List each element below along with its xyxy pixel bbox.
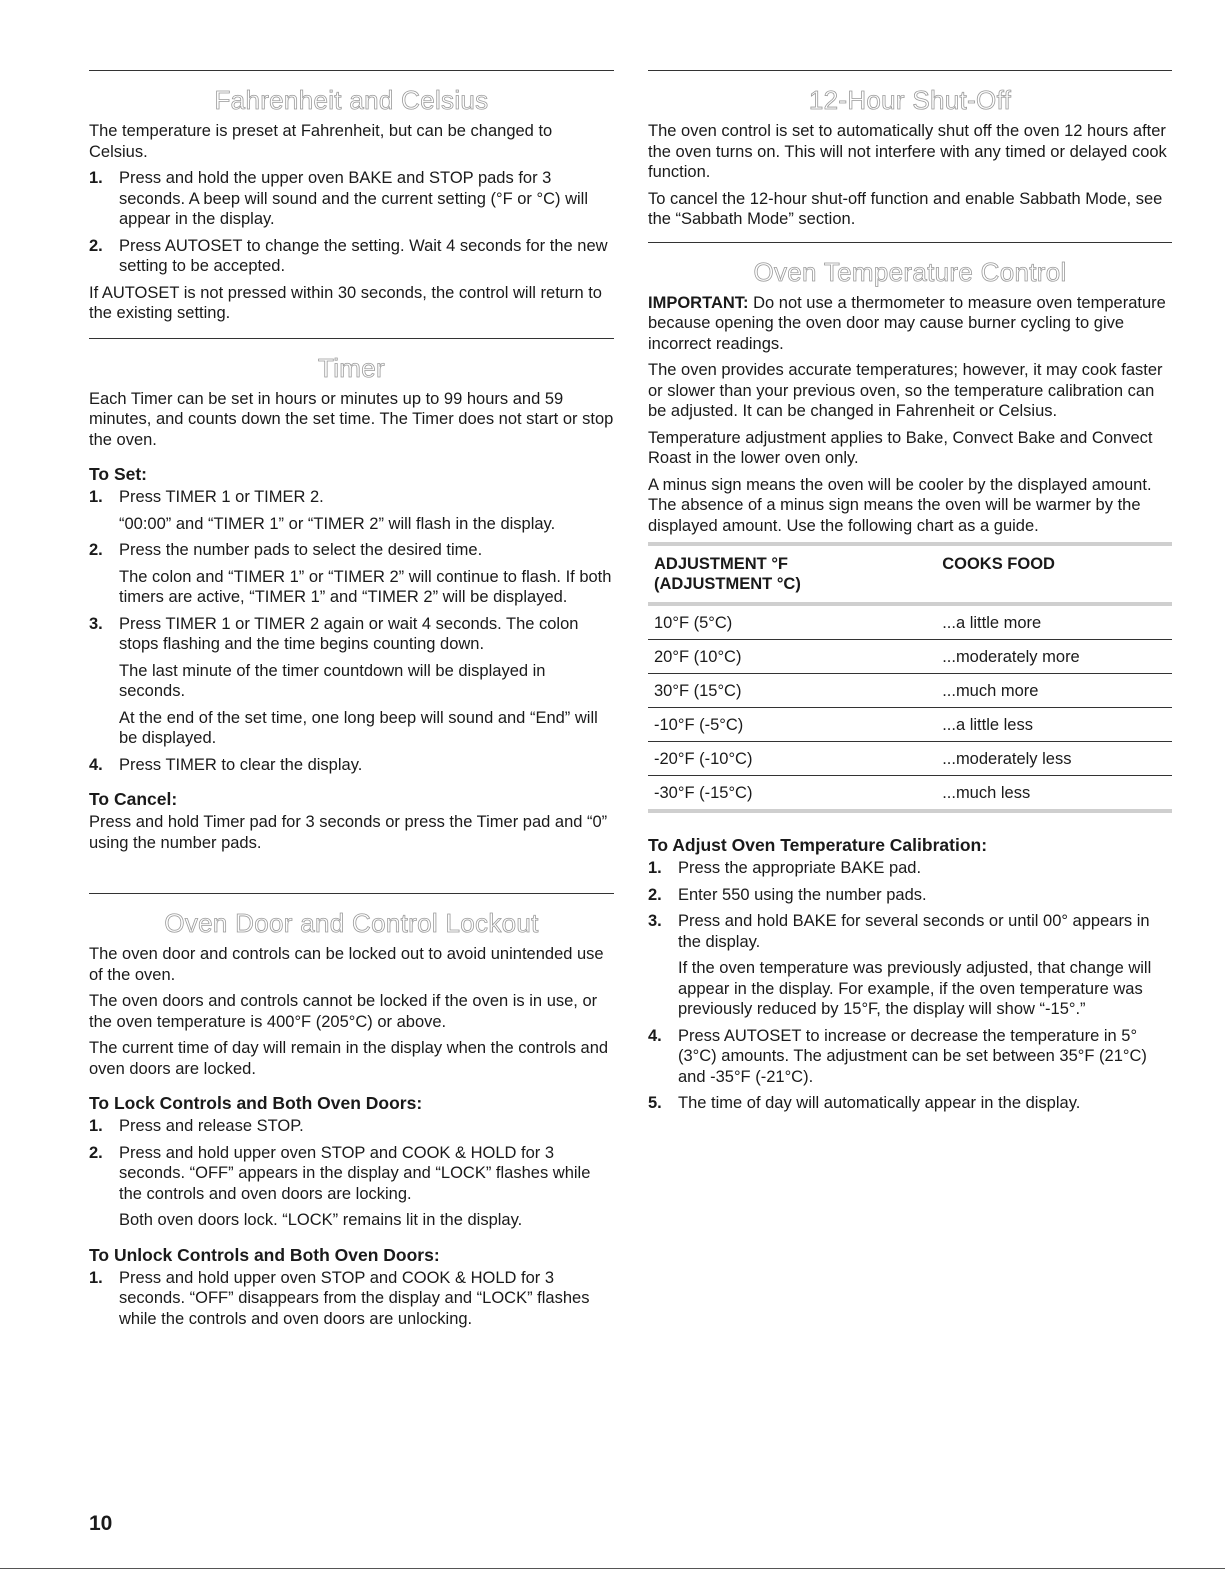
shutoff-section bbox=[648, 85, 1172, 230]
left-column bbox=[89, 70, 614, 1335]
table-header-row bbox=[648, 544, 1172, 604]
table-row bbox=[648, 742, 1172, 776]
step-detail: Both oven doors lock. “LOCK” remains lit in the display. bbox=[119, 1211, 523, 1229]
step-text: Press TIMER to clear the display. bbox=[119, 755, 363, 774]
list-item bbox=[648, 885, 1172, 906]
section-title: Fahrenheit and Celsius bbox=[214, 85, 489, 115]
table-cell: -10°F (-5°C) bbox=[648, 708, 936, 742]
step-number: 1. bbox=[648, 859, 662, 877]
paragraph: Temperature adjustment applies to Bake, Convect Bake and Convect Roast in the lower oven only. bbox=[648, 428, 1153, 467]
list-item bbox=[89, 236, 614, 277]
list-item bbox=[89, 487, 614, 534]
section-title: Oven Door and Control Lockout bbox=[164, 908, 539, 938]
paragraph: The temperature is preset at Fahrenheit, but can be changed to Celsius. bbox=[89, 122, 553, 161]
table-cell: -20°F (-10°C) bbox=[648, 742, 936, 776]
table-cell: ...a little less bbox=[936, 708, 1172, 742]
table-cell: 30°F (15°C) bbox=[648, 674, 936, 708]
paragraph: To cancel the 12-hour shut-off function and enable Sabbath Mode, see the “Sabbath Mode” section. bbox=[648, 189, 1163, 228]
important-text: Do not use a thermometer to measure oven temperature because opening the oven door may cause burner cycling to give incorrect readings. bbox=[648, 293, 1166, 353]
subheading: To Adjust Oven Temperature Calibration: bbox=[648, 835, 988, 855]
section-divider bbox=[648, 242, 1172, 243]
list-item bbox=[89, 1143, 614, 1231]
step-text: The time of day will automatically appear in the display. bbox=[678, 1094, 1081, 1112]
page-number: 10 bbox=[89, 1512, 113, 1535]
column-header-cooks-food: COOKS FOOD bbox=[936, 544, 1172, 604]
step-detail: The last minute of the timer countdown will be displayed in seconds. bbox=[119, 661, 546, 700]
step-number: 3. bbox=[648, 912, 662, 930]
list-item bbox=[89, 1268, 614, 1330]
step-text: Enter 550 using the number pads. bbox=[678, 885, 927, 904]
right-column bbox=[648, 70, 1172, 1120]
step-number: 3. bbox=[89, 614, 103, 633]
list-item bbox=[89, 540, 614, 608]
list-item bbox=[648, 911, 1172, 1020]
step-text: Press TIMER 1 or TIMER 2 again or wait 4 seconds. The colon stops flashing and the time begins counting down. bbox=[119, 614, 579, 653]
step-number: 2. bbox=[89, 541, 103, 559]
subheading: To Unlock Controls and Both Oven Doors: bbox=[89, 1244, 440, 1265]
step-number: 4. bbox=[89, 755, 103, 774]
subheading: To Cancel: bbox=[89, 789, 178, 809]
steps-list bbox=[89, 168, 614, 277]
section-title: 12-Hour Shut-Off bbox=[808, 85, 1012, 115]
section-title: Timer bbox=[318, 352, 385, 383]
list-item bbox=[89, 168, 614, 230]
step-number: 2. bbox=[89, 236, 103, 255]
step-detail: At the end of the set time, one long beep will sound and “End” will be displayed. bbox=[119, 708, 598, 747]
list-item bbox=[89, 614, 614, 749]
subheading: To Lock Controls and Both Oven Doors: bbox=[89, 1093, 423, 1113]
paragraph: The oven doors and controls cannot be locked if the oven is in use, or the oven temperature is 400°F (205°C) or above. bbox=[89, 992, 598, 1031]
column-header-adjustment: ADJUSTMENT °F (ADJUSTMENT °C) bbox=[648, 544, 936, 604]
table-row bbox=[648, 674, 1172, 708]
step-text: Press and release STOP. bbox=[119, 1117, 304, 1135]
step-text: Press the number pads to select the desired time. bbox=[119, 541, 483, 559]
step-number: 1. bbox=[89, 1117, 103, 1135]
table-row bbox=[648, 708, 1172, 742]
table-cell: ...much more bbox=[936, 674, 1172, 708]
section-divider bbox=[89, 70, 614, 71]
list-item bbox=[89, 755, 614, 776]
step-number: 2. bbox=[648, 885, 662, 904]
step-detail: The colon and “TIMER 1” or “TIMER 2” will continue to flash. If both timers are active, “TIMER 1” and “TIMER 2” will be displayed. bbox=[119, 567, 612, 606]
step-text: Press TIMER 1 or TIMER 2. bbox=[119, 488, 324, 506]
page-bottom-divider bbox=[0, 1568, 1225, 1569]
step-number: 5. bbox=[648, 1094, 662, 1112]
table-cell: 20°F (10°C) bbox=[648, 640, 936, 674]
steps-list bbox=[89, 487, 614, 775]
step-detail: If the oven temperature was previously adjusted, that change will appear in the display. For example, if the oven temperature was previously reduced by 15°F, the display will show “-15°.” bbox=[678, 959, 1152, 1018]
list-item bbox=[648, 1026, 1172, 1088]
list-item bbox=[648, 1093, 1172, 1114]
section-title: Oven Temperature Control bbox=[753, 256, 1067, 287]
table-cell: ...moderately less bbox=[936, 742, 1172, 776]
step-text: Press AUTOSET to increase or decrease the temperature in 5° (3°C) amounts. The adjustment can be set between 35°F (21°C) and -35°F (-21°C). bbox=[678, 1026, 1147, 1086]
paragraph bbox=[648, 293, 1172, 355]
table-row bbox=[648, 640, 1172, 674]
step-text: Press and hold upper oven STOP and COOK & HOLD for 3 seconds. “OFF” disappears from the display and “LOCK” flashes while the controls and oven doors are unlocking. bbox=[119, 1268, 590, 1328]
section-divider bbox=[648, 70, 1172, 71]
paragraph: The oven control is set to automatically shut off the oven 12 hours after the oven turns on. This will not interfere with any timed or delayed cook function. bbox=[648, 122, 1167, 181]
step-number: 1. bbox=[89, 169, 103, 187]
timer-section bbox=[89, 353, 614, 854]
temperature-control-section bbox=[648, 257, 1172, 1114]
paragraph: Press and hold Timer pad for 3 seconds or press the Timer pad and “0” using the number pads. bbox=[89, 813, 608, 852]
step-number: 1. bbox=[89, 488, 103, 506]
table-cell: ...moderately more bbox=[936, 640, 1172, 674]
step-detail: “00:00” and “TIMER 1” or “TIMER 2” will flash in the display. bbox=[119, 514, 556, 533]
step-text: Press the appropriate BAKE pad. bbox=[678, 859, 922, 877]
step-text: Press and hold BAKE for several seconds or until 00° appears in the display. bbox=[678, 912, 1150, 951]
table-cell: 10°F (5°C) bbox=[648, 604, 936, 640]
adjustment-table bbox=[648, 542, 1172, 813]
step-text: Press AUTOSET to change the setting. Wait 4 seconds for the new setting to be accepted. bbox=[119, 236, 608, 275]
paragraph: If AUTOSET is not pressed within 30 seconds, the control will return to the existing setting. bbox=[89, 283, 602, 322]
table-cell: ...much less bbox=[936, 776, 1172, 812]
important-label: IMPORTANT: bbox=[648, 293, 749, 312]
step-number: 4. bbox=[648, 1026, 662, 1045]
paragraph: Each Timer can be set in hours or minutes up to 99 hours and 59 minutes, and counts down the set time. The Timer does not start or stop the oven. bbox=[89, 389, 614, 449]
steps-list bbox=[89, 1116, 614, 1231]
table-cell: ...a little more bbox=[936, 604, 1172, 640]
table-cell: -30°F (-15°C) bbox=[648, 776, 936, 812]
step-number: 2. bbox=[89, 1143, 103, 1162]
table-row bbox=[648, 776, 1172, 812]
step-number: 1. bbox=[89, 1268, 103, 1287]
steps-list bbox=[89, 1268, 614, 1330]
paragraph: The current time of day will remain in the display when the controls and oven doors are locked. bbox=[89, 1039, 609, 1078]
list-item bbox=[89, 1116, 614, 1137]
section-divider bbox=[89, 893, 614, 894]
paragraph: The oven door and controls can be locked out to avoid unintended use of the oven. bbox=[89, 945, 604, 984]
steps-list bbox=[648, 858, 1172, 1114]
section-divider bbox=[89, 338, 614, 339]
step-text: Press and hold upper oven STOP and COOK & HOLD for 3 seconds. “OFF” appears in the display and “LOCK” flashes while the controls and oven doors are locking. bbox=[119, 1143, 591, 1203]
list-item bbox=[648, 858, 1172, 879]
step-text: Press and hold the upper oven BAKE and STOP pads for 3 seconds. A beep will sound and the current setting (°F or °C) will appear in the display. bbox=[119, 169, 589, 228]
paragraph: The oven provides accurate temperatures; however, it may cook faster or slower than your previous oven, so the temperature calibration can be adjusted. It can be changed in Fahrenheit or Celsius. bbox=[648, 361, 1163, 420]
fahrenheit-celsius-section bbox=[89, 85, 614, 324]
lockout-section bbox=[89, 908, 614, 1329]
table-row bbox=[648, 604, 1172, 640]
paragraph: A minus sign means the oven will be cooler by the displayed amount. The absence of a minus sign means the oven will be warmer by the displayed amount. Use the following chart as a guide. bbox=[648, 475, 1152, 535]
subheading: To Set: bbox=[89, 464, 148, 484]
